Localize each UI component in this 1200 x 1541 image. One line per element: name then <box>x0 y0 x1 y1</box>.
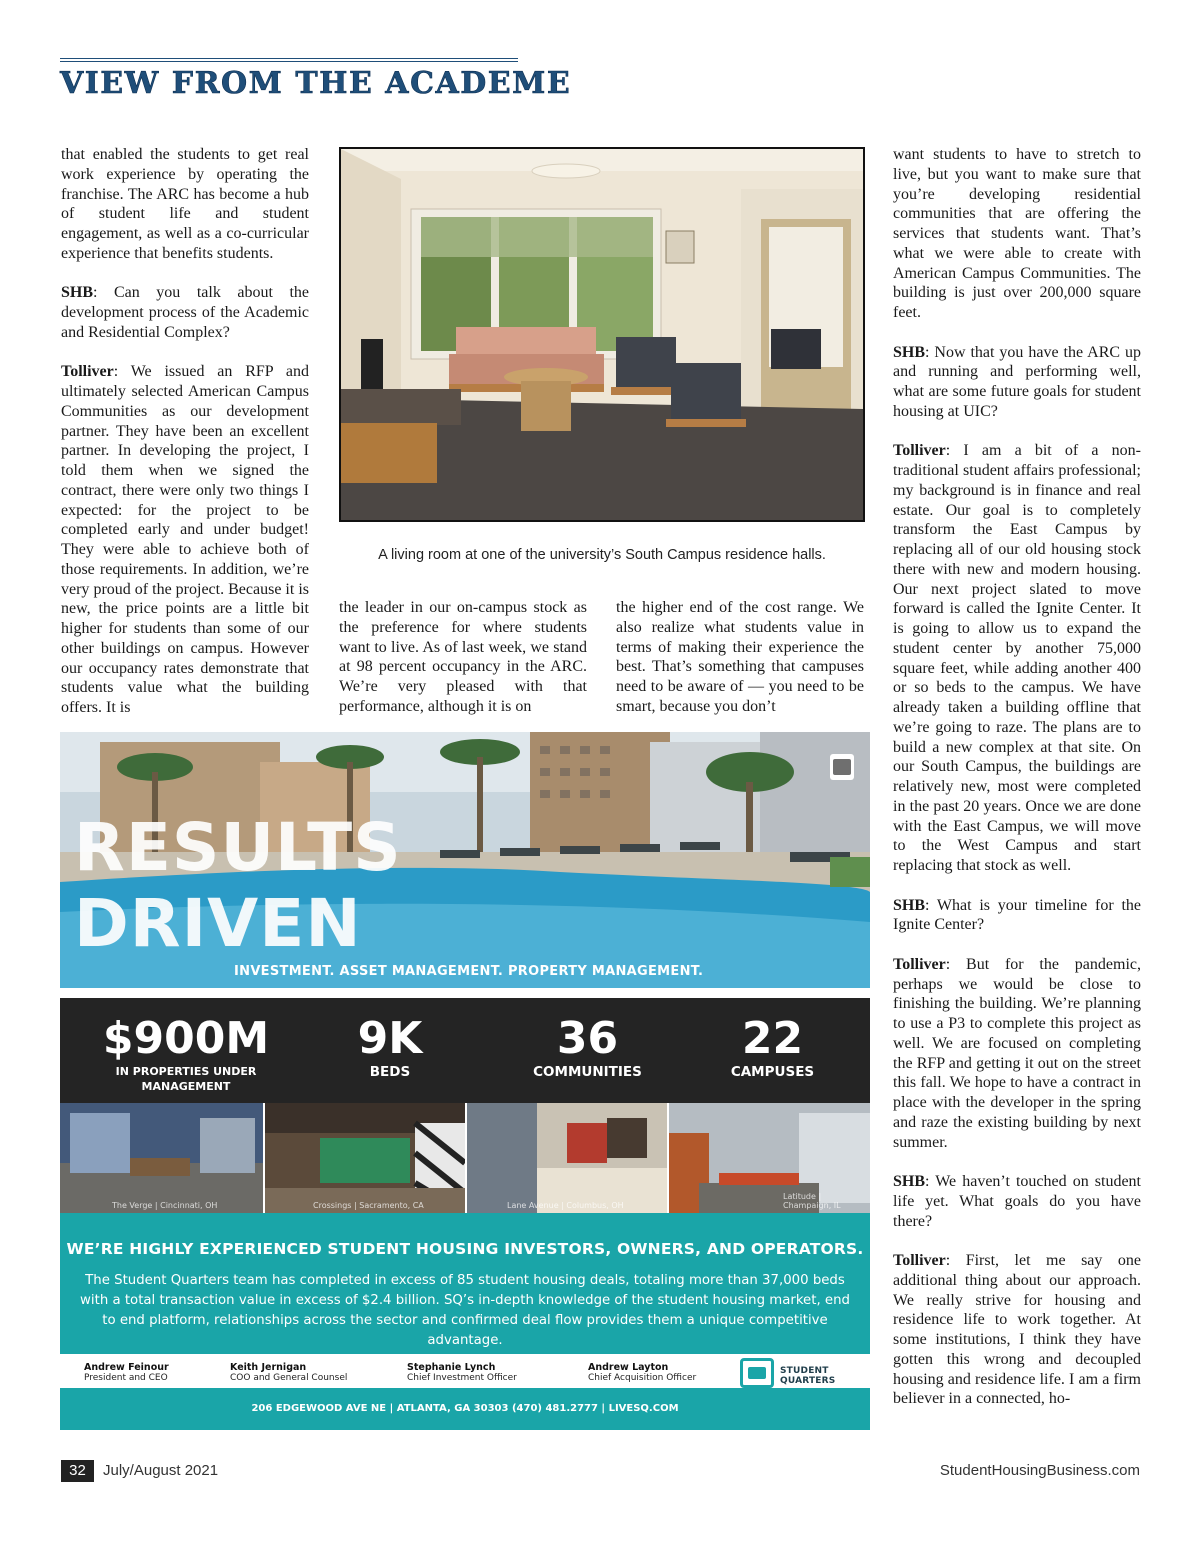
brand-name: STUDENT QUARTERS <box>780 1366 836 1386</box>
speaker: Tolliver <box>893 442 946 460</box>
stat-value: 22 <box>741 1013 804 1064</box>
student-quarters-ad <box>60 732 870 1430</box>
person <box>84 1362 169 1383</box>
pool-photo <box>60 732 870 988</box>
issue-date: July/August 2021 <box>103 1462 219 1479</box>
ad-tagline: INVESTMENT. ASSET MANAGEMENT. PROPERTY MANAGEMENT. <box>234 964 704 979</box>
paragraph: SHB: Can you talk about the development process of the Academic and Residential Complex? <box>61 284 309 341</box>
stat-communities <box>510 1014 665 1080</box>
speaker: Tolliver <box>61 363 114 381</box>
person-name: Andrew Feinour <box>84 1362 169 1373</box>
headline-line-2: DRIVEN <box>74 885 362 962</box>
person-name: Keith Jernigan <box>230 1362 307 1373</box>
article-column-3 <box>616 598 864 717</box>
paragraph: Tolliver: I am a bit of a non-traditional student affairs professional; my background is in finance and real estate. Our goal is to completely transform the East Campus by replacing all of our old housing stock there with new and modern housing. Our next project slated to move forward is called the Ignite Center. It is going to allow us to expand the student center by another 75,000 square feet, while adding another 400 or so beds to the campus. We have already taken a building offline that we’re going to raze. The plans are to build a new complex at that site. On our South Campus, the buildings are relatively new, most were completed in the past 20 years. Once we are done with the East Campus, we will move to the West Campus and start replacing that stock as well. <box>893 442 1141 874</box>
article-column-2 <box>339 598 587 717</box>
paragraph: want students to have to stretch to live, but you want to make sure that you’re developing residential communities that are offering the services that students want. That’s what we were able to create with American Campus Communities. The building is just over 200,000 square feet. <box>893 146 1141 321</box>
stat-value: $900M <box>102 1013 270 1064</box>
living-room-photo <box>339 147 865 522</box>
paragraph: SHB: Now that you have the ARC up and running and performing well, what are some future goals for student housing at UIC? <box>893 343 1141 420</box>
stat-value: 9K <box>357 1013 423 1064</box>
thumb-lounge <box>265 1103 465 1213</box>
thumb-label: Latitude | Champaign, IL <box>783 1192 841 1210</box>
article-column-4 <box>893 145 1141 1409</box>
headline-line-1: RESULTS <box>74 809 402 886</box>
person-name: Stephanie Lynch <box>407 1362 496 1373</box>
person <box>407 1362 517 1383</box>
pitch-body: The Student Quarters team has completed in excess of 85 student housing deals, totaling more than 37,000 beds with a total transaction value in excess of $2.4 billion. SQ’s in-depth knowledge of the student housing market, end to end platform, relationships across the sector and confirmed deal flow provides them a unique competitive advantage. <box>80 1273 850 1348</box>
thumb-label: Lane Avenue | Columbus, OH <box>507 1201 624 1210</box>
pitch-panel <box>60 1213 870 1354</box>
thumb-label: The Verge | Cincinnati, OH <box>112 1201 218 1210</box>
stat-label: BEDS <box>369 1064 411 1080</box>
paragraph: Tolliver: We issued an RFP and ultimately selected American Campus Communities as our development partner. They have been an excellent partner. In developing the project, I told them when we signed the contract, there were only two things I expected: for the project to be completed early and under budget! They were able to achieve both of those requirements. In addition, we’re very proud of the project. Because it is new, the price points are a little bit higher for students than some of our other buildings on campus. However our occupancy rates demonstrate that students value what the building offers. It is <box>61 363 309 716</box>
stat-campuses <box>700 1014 845 1080</box>
photo-caption: A living room at one of the university’s South Campus residence halls. <box>378 547 826 563</box>
stat-value: 36 <box>556 1013 619 1064</box>
stats-bar <box>60 998 870 1103</box>
stat-properties <box>96 1014 276 1094</box>
speaker: Tolliver <box>893 1252 946 1269</box>
magazine-site: StudentHousingBusiness.com <box>939 1462 1140 1479</box>
speaker: SHB <box>61 284 94 302</box>
article-column-1 <box>61 145 309 718</box>
stat-beds <box>325 1014 455 1080</box>
contact-bar: 206 EDGEWOOD AVE NE | ATLANTA, GA 30303 (470) 481.2777 | LIVESQ.COM <box>60 1388 870 1430</box>
stat-label: IN PROPERTIES UNDER MANAGEMENT <box>115 1065 257 1093</box>
property-thumbnails <box>60 1103 870 1213</box>
speaker: SHB <box>893 343 926 361</box>
paragraph: that enabled the students to get real work experience by operating the franchise. The ARC has become a hub of student life and student engagement, as well as a co-curricular experience that benefits students. <box>61 146 309 262</box>
speaker: SHB <box>893 1173 926 1190</box>
thumb-bedroom <box>467 1103 667 1213</box>
speaker: SHB <box>893 896 926 914</box>
person-name: Andrew Layton <box>588 1362 669 1373</box>
paragraph: Tolliver: But for the pandemic, perhaps we would be close to finishing the building. We’re planning to use a P3 to complete this project as well. We are focused on completing the RFP and getting it out on the street this fall. We hope to have a contract in place with the developer in the spring and raze the existing building by next summer. <box>893 955 1141 1151</box>
sq-mark-icon <box>740 1358 774 1388</box>
section-title: VIEW FROM THE ACADEME <box>60 66 572 101</box>
stat-label: CAMPUSES <box>730 1064 815 1080</box>
speaker: Tolliver <box>893 955 946 973</box>
sq-logo-icon <box>830 754 854 780</box>
person-title: President and CEO <box>84 1373 168 1383</box>
thumb-label: Crossings | Sacramento, CA <box>313 1201 424 1210</box>
person-title: Chief Investment Officer <box>407 1373 517 1383</box>
page-number: 32 <box>61 1460 94 1482</box>
paragraph: the higher end of the cost range. We also realize what students value in terms of making their experience the best. That’s something that campuses need to be aware of — you need to be smart, because you don’t <box>616 599 864 715</box>
person <box>588 1362 696 1383</box>
person-title: COO and General Counsel <box>230 1373 348 1383</box>
paragraph: the leader in our on-campus stock as the preference for where students want to live. As of last week, we stand at 98 percent occupancy in the ARC. We’re very pleased with that performance, although it is on <box>339 599 587 715</box>
pitch-heading: WE’RE HIGHLY EXPERIENCED STUDENT HOUSING INVESTORS, OWNERS, AND OPERATORS. <box>66 1240 864 1258</box>
person-title: Chief Acquisition Officer <box>588 1373 697 1383</box>
thumb-rooftop <box>669 1103 870 1213</box>
paragraph: SHB: We haven’t touched on student life yet. What goals do you have there? <box>893 1173 1141 1230</box>
person <box>230 1362 347 1383</box>
ad-headline <box>74 810 402 962</box>
student-quarters-brand <box>740 1358 870 1388</box>
stat-label: COMMUNITIES <box>533 1064 642 1080</box>
paragraph: Tolliver: First, let me say one additional thing about our approach. We really strive for housing and residence life to work together. At some institutions, I think they have gotten this wrong and decoupled housing and residence life. I am a firm believer in a connected, ho- <box>893 1252 1141 1408</box>
thumb-courtyard <box>60 1103 263 1213</box>
header-rule <box>60 58 518 62</box>
paragraph: SHB: What is your timeline for the Ignite Center? <box>893 896 1141 934</box>
